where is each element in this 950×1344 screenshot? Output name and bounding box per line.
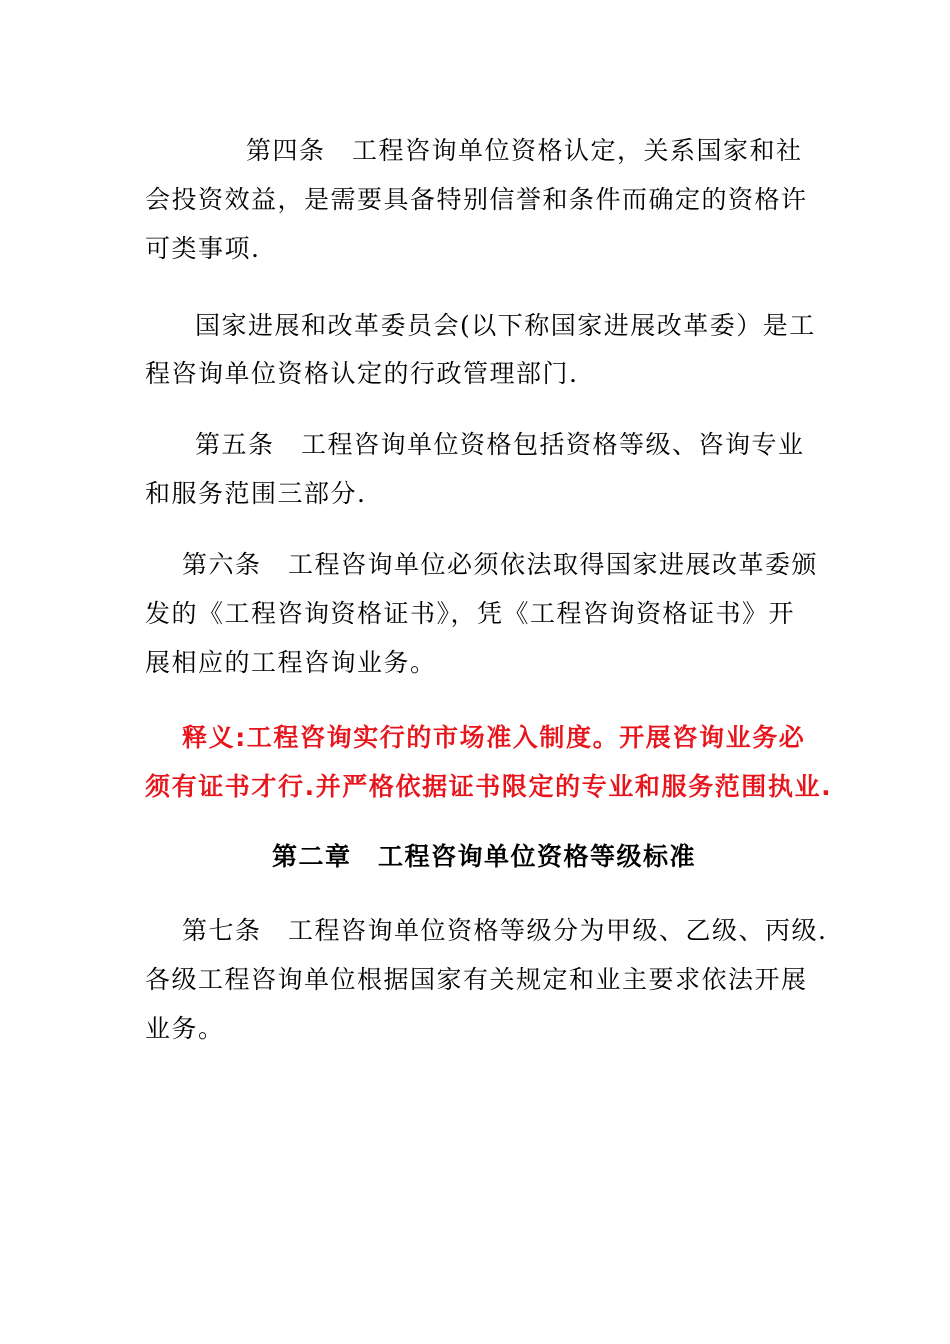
article-5-line-2: 和服务范围三部分.: [145, 479, 367, 508]
article-6-line-3: 展相应的工程咨询业务。: [145, 648, 437, 677]
article-4-paragraph-2-line-2: 程咨询单位资格认定的行政管理部门.: [145, 359, 579, 388]
article-5-line-1: 第五条 工程咨询单位资格包括资格等级、咨询专业: [195, 430, 805, 459]
article-6-line-1: 第六条 工程咨询单位必须依法取得国家进展改革委颁: [182, 550, 819, 579]
annotation-note-line-1: 释义:工程咨询实行的市场准入制度。开展咨询业务必: [182, 723, 806, 752]
article-6-line-2: 发的《工程咨询资格证书》，凭《工程咨询资格证书》开: [145, 599, 796, 628]
article-7-line-2: 各级工程咨询单位根据国家有关规定和业主要求依法开展: [145, 965, 808, 994]
annotation-note-line-2: 须有证书才行.并严格依据证书限定的专业和服务范围执业.: [145, 772, 833, 801]
article-4-line-2: 会投资效益，是需要具备特别信誉和条件而确定的资格许: [145, 185, 808, 214]
article-7-line-1: 第七条 工程咨询单位资格等级分为甲级、乙级、丙级.: [182, 916, 828, 945]
article-4-line-1: 第四条 工程咨询单位资格认定，关系国家和社: [246, 136, 803, 165]
chapter-heading: 第二章 工程咨询单位资格等级标准: [272, 842, 697, 871]
article-7-line-3: 业务。: [145, 1014, 225, 1043]
article-4-line-3: 可类事项.: [145, 234, 261, 263]
article-4-paragraph-2-line-1: 国家进展和改革委员会(以下称国家进展改革委）是工: [195, 311, 816, 340]
